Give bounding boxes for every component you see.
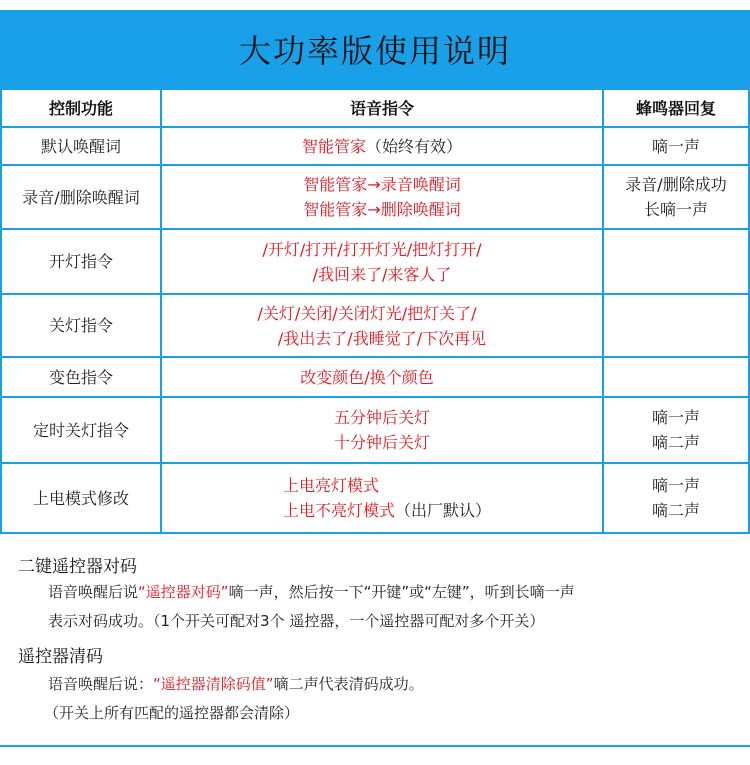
function-cell: 上电模式修改 [1,463,161,533]
command-line: /开灯/打开/打开灯光/把灯打开/ [262,239,482,259]
clearing-heading: 遥控器清码 [18,647,103,667]
bottom-divider [0,745,750,747]
reply-cell [603,357,749,397]
page-title: 大功率版使用说明 [238,32,511,70]
table-row [1,127,749,165]
command-cell [161,463,603,533]
command-line: 五分钟后关灯 [333,408,430,427]
function-cell: 开灯指令 [1,229,161,294]
reply-cell [603,127,749,165]
command-line: 智能管家 [301,136,366,156]
clearing-text-line2: （开关上所有匹配的遥控器都会清除） [44,704,300,722]
pairing-text-c: 嘀一声，然后按一下“开键”或“左键”，听到长嘀一声 [228,583,575,601]
header-function: 控制功能 [1,89,161,127]
command-cell [161,294,603,357]
command-line: /我出去了/我睡觉了/下次再见 [277,328,487,348]
command-cell [161,397,603,463]
reply-line: 嘀一声 [651,408,700,427]
title-banner [0,10,750,88]
pairing-heading: 二键遥控器对码 [18,557,137,577]
reply-line: 嘀一声 [651,136,700,156]
command-line: 上电亮灯模式 [282,476,379,495]
function-cell: 变色指令 [1,357,161,397]
reply-line: 录音/删除成功 [625,175,727,194]
pairing-command: “遥控器对码” [138,583,229,601]
command-line: 改变颜色/换个颜色 [300,367,434,387]
command-cell [161,127,603,165]
command-line: 智能管家→录音唤醒词 [303,175,461,194]
reply-cell [603,294,749,357]
function-cell: 默认唤醒词 [1,127,161,165]
command-cell [161,357,603,397]
command-line: 智能管家→删除唤醒词 [303,200,461,219]
function-cell: 关灯指令 [1,294,161,357]
table-row [1,463,749,533]
reply-cell [603,165,749,229]
command-line: 十分钟后关灯 [333,433,430,452]
function-cell: 定时关灯指令 [1,397,161,463]
reply-cell [603,463,749,533]
clearing-text-line1 [48,673,424,694]
command-line: /关灯/关闭/关闭灯光/把灯关了/ [257,303,477,323]
pairing-text-line2: 表示对码成功。（1个开关可配对3个 遥控器，一个遥控器可配对多个开关） [48,612,545,630]
command-cell [161,165,603,229]
notes-section [0,540,750,745]
command-note: （出厂默认） [395,501,492,520]
command-cell [161,229,603,294]
clearing-text-c: 嘀二声代表清码成功。 [273,675,424,693]
table-row [1,397,749,463]
command-note: （始终有效） [366,136,463,156]
instruction-table [0,88,750,534]
table-row [1,165,749,229]
reply-line: 嘀二声 [651,501,700,520]
clearing-command: “遥控器清除码值” [153,675,274,693]
reply-line: 嘀一声 [651,476,700,495]
table-row [1,229,749,294]
reply-cell [603,229,749,294]
command-line: /我回来了/来客人了 [312,264,452,284]
reply-cell [603,397,749,463]
table-row [1,294,749,357]
clearing-text-a: 语音唤醒后说： [48,675,154,693]
pairing-text-a: 语音唤醒后说 [48,583,139,601]
command-line: 上电不亮灯模式 [282,501,395,520]
header-buzzer-reply: 蜂鸣器回复 [603,89,749,127]
header-voice-command: 语音指令 [161,89,603,127]
reply-line: 嘀二声 [651,433,700,452]
reply-line: 长嘀一声 [643,200,708,219]
table-header-row [1,89,749,127]
function-cell: 录音/删除唤醒词 [1,165,161,229]
pairing-text-line1 [48,581,575,602]
table-row [1,357,749,397]
